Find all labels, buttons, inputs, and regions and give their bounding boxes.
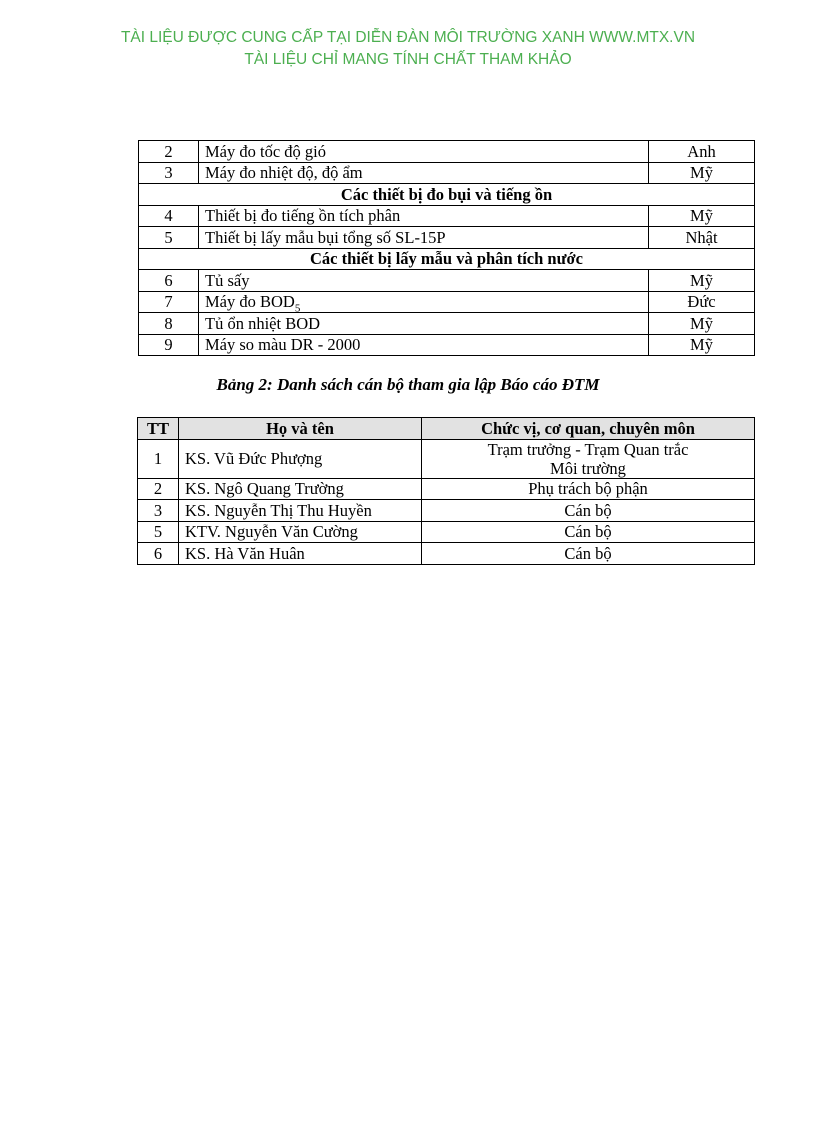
- table-row: [139, 227, 755, 249]
- row-number: 4: [139, 205, 199, 227]
- equipment-name: Thiết bị lấy mẫu bụi tổng số SL-15P: [199, 227, 649, 249]
- equipment-origin: Mỹ: [649, 162, 755, 184]
- staff-role-line-1: Trạm trưởng - Trạm Quan trắc: [487, 439, 689, 459]
- staff-name: KS. Hà Văn Huân: [179, 543, 422, 565]
- table-row: [139, 291, 755, 313]
- header-tt: TT: [138, 418, 179, 440]
- table-row: [138, 439, 755, 478]
- equipment-name: Máy đo nhiệt độ, độ ẩm: [199, 162, 649, 184]
- staff-role: Cán bộ: [422, 521, 755, 543]
- staff-tt: 3: [138, 500, 179, 522]
- subscript: 5: [294, 302, 301, 315]
- header-role: Chức vị, cơ quan, chuyên môn: [422, 418, 755, 440]
- equipment-name: Tủ sấy: [199, 270, 649, 292]
- table-row: [139, 334, 755, 356]
- equipment-name-text: Máy đo BOD: [205, 292, 295, 312]
- table-row: [138, 521, 755, 543]
- table-row: [138, 500, 755, 522]
- table-caption: Bảng 2: Danh sách cán bộ tham gia lập Báo cáo ĐTM: [216, 375, 600, 394]
- row-number: 2: [139, 141, 199, 163]
- equipment-name: [199, 291, 649, 313]
- equipment-origin: Mỹ: [649, 334, 755, 356]
- staff-role-line-2: Môi trường: [550, 458, 626, 478]
- section-row: [139, 248, 755, 270]
- equipment-origin: Anh: [649, 141, 755, 163]
- table-row: [139, 313, 755, 335]
- watermark: [0, 27, 816, 71]
- section-row: [139, 184, 755, 206]
- staff-tt: 1: [138, 439, 179, 478]
- equipment-name: Máy đo tốc độ gió: [199, 141, 649, 163]
- table-row: [139, 205, 755, 227]
- table-row: [138, 543, 755, 565]
- equipment-name: Máy so màu DR - 2000: [199, 334, 649, 356]
- equipment-origin: Đức: [649, 291, 755, 313]
- section-heading-water: Các thiết bị lấy mẫu và phân tích nước: [139, 248, 755, 270]
- staff-role: Phụ trách bộ phận: [422, 478, 755, 500]
- staff-tt: 2: [138, 478, 179, 500]
- table-row: [138, 478, 755, 500]
- equipment-origin: Mỹ: [649, 313, 755, 335]
- row-number: 3: [139, 162, 199, 184]
- watermark-line-1: TÀI LIỆU ĐƯỢC CUNG CẤP TẠI DIỄN ĐÀN MÔI TRƯỜNG XANH WWW.MTX.VN: [120, 29, 696, 46]
- table-header-row: [138, 418, 755, 440]
- equipment-name: Tủ ổn nhiệt BOD: [199, 313, 649, 335]
- equipment-origin: Mỹ: [649, 270, 755, 292]
- staff-tt: 6: [138, 543, 179, 565]
- row-number: 7: [139, 291, 199, 313]
- table-row: [139, 162, 755, 184]
- header-name: Họ và tên: [179, 418, 422, 440]
- table-row: [139, 141, 755, 163]
- staff-name: KS. Nguyễn Thị Thu Huyền: [179, 500, 422, 522]
- equipment-origin: Nhật: [649, 227, 755, 249]
- equipment-origin: Mỹ: [649, 205, 755, 227]
- staff-role: Cán bộ: [422, 500, 755, 522]
- row-number: 8: [139, 313, 199, 335]
- row-number: 6: [139, 270, 199, 292]
- equipment-name: Thiết bị đo tiếng ồn tích phân: [199, 205, 649, 227]
- row-number: 5: [139, 227, 199, 249]
- row-number: 9: [139, 334, 199, 356]
- staff-table: [137, 417, 755, 565]
- staff-tt: 5: [138, 521, 179, 543]
- staff-name: KTV. Nguyễn Văn Cường: [179, 521, 422, 543]
- equipment-table: [138, 140, 755, 356]
- section-heading-dust: Các thiết bị đo bụi và tiếng ồn: [139, 184, 755, 206]
- staff-role: [422, 439, 755, 478]
- table-row: [139, 270, 755, 292]
- watermark-line-2: TÀI LIỆU CHỈ MANG TÍNH CHẤT THAM KHẢO: [244, 51, 572, 68]
- staff-name: KS. Ngô Quang Trường: [179, 478, 422, 500]
- staff-role: Cán bộ: [422, 543, 755, 565]
- staff-name: KS. Vũ Đức Phượng: [179, 439, 422, 478]
